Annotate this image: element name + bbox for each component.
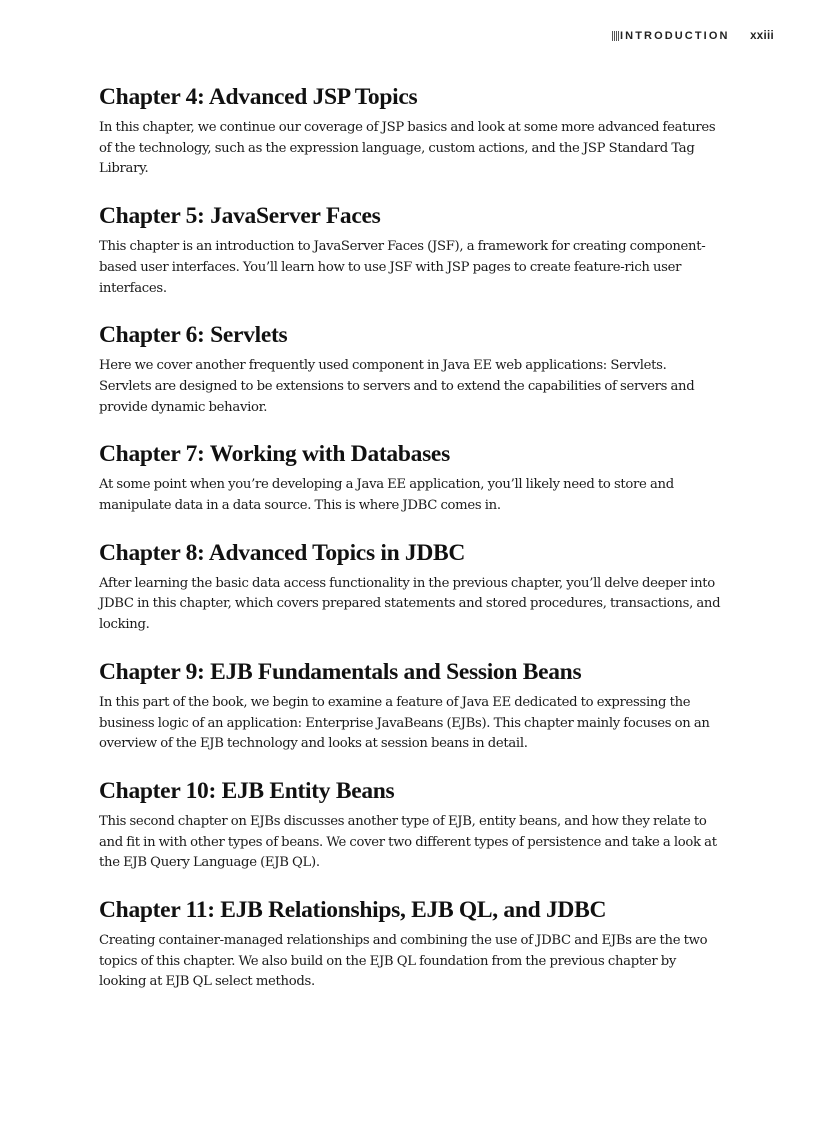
chapter-title: Chapter 7: Working with Databases — [99, 441, 450, 468]
header-section-title: INTRODUCTION — [620, 30, 730, 42]
chapter-title: Chapter 4: Advanced JSP Topics — [99, 84, 418, 110]
chapter-description: At some point when you’re developing a Java EE application, you’ll likely need to store and manipulate data in a data source. This is where JDBC comes in. — [99, 477, 674, 514]
chapter-description: Here we cover another frequently used component in Java EE web applications: Servlets. Servlets are designed to be extensions to servers and to extend the capabilities of servers and provide dynamic behavior. — [99, 358, 695, 415]
chapter-title: Chapter 10: EJB Entity Beans — [99, 777, 395, 804]
page-body — [99, 80, 721, 1012]
chapter-title: Chapter 9: EJB Fundamentals and Session Beans — [99, 658, 582, 685]
chapter-description: In this part of the book, we begin to examine a feature of Java EE dedicated to expressing the business logic of an application: Enterprise JavaBeans (EJBs). This chapter mainly focuses on an overview of the EJB technology and looks at session beans in detail. — [99, 694, 710, 752]
chapter-description: In this chapter, we continue our coverage of JSP basics and look at some more advanced features of the technology, such as the expression language, custom actions, and the JSP Standard Tag Library. — [99, 120, 716, 177]
header-bar-mark — [612, 31, 619, 41]
chapter-entry — [99, 318, 721, 418]
chapter-entry — [99, 893, 721, 993]
chapter-entry — [99, 655, 721, 755]
chapter-description: This chapter is an introduction to JavaServer Faces (JSF), a framework for creating component-based user interfaces. You’ll learn how to use JSF with JSP pages to create feature-rich user interfaces. — [99, 239, 706, 296]
chapter-title: Chapter 8: Advanced Topics in JDBC — [99, 539, 466, 566]
running-header — [612, 28, 776, 44]
chapter-description: This second chapter on EJBs discusses another type of EJB, entity beans, and how they relate to and fit in with other types of beans. We cover two different types of persistence and take a look at the EJB Query Language (EJB QL). — [99, 813, 717, 871]
chapter-title: Chapter 11: EJB Relationships, EJB QL, and JDBC — [99, 897, 607, 924]
chapter-entry — [99, 774, 721, 874]
chapter-description: After learning the basic data access functionality in the previous chapter, you’ll delve deeper into JDBC in this chapter, which covers prepared statements and stored procedures, transactions, and locking. — [99, 575, 721, 633]
chapter-entry — [99, 80, 721, 180]
chapter-entry — [99, 437, 721, 516]
chapter-title: Chapter 5: JavaServer Faces — [99, 203, 381, 230]
chapter-description: Creating container-managed relationships and combining the use of JDBC and EJBs are the two topics of this chapter. We also build on the EJB QL foundation from the previous chapter by looking at EJB QL select methods. — [99, 933, 708, 990]
chapter-entry — [99, 536, 721, 636]
chapter-title: Chapter 6: Servlets — [99, 322, 288, 349]
header-page-number: xxiii — [750, 30, 774, 42]
chapter-entry — [99, 199, 721, 299]
